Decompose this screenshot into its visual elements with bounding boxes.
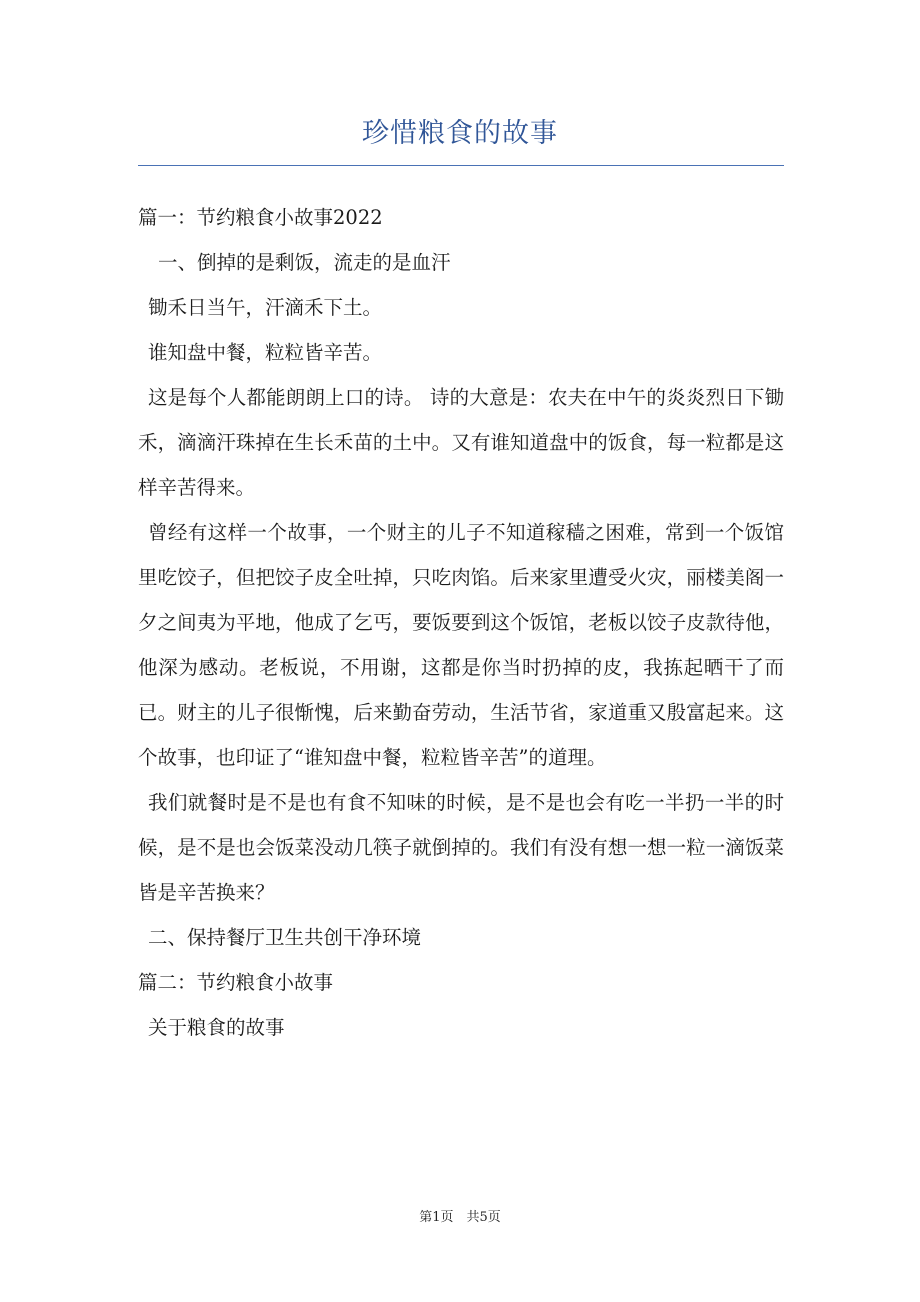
section-heading-part-two: 篇二：节约粮食小故事 — [138, 971, 334, 994]
document-body — [138, 195, 784, 1050]
subheading-two: 二、保持餐厅卫生共创干净环境 — [148, 926, 422, 949]
title-underline — [138, 165, 784, 166]
document-title: 珍惜粮食的故事 — [362, 118, 558, 149]
paragraph-reflection: 我们就餐时是不是也有食不知味的时候，是不是也会有吃一半扔一半的时候，是不是也会饭菜没动几筷子就倒掉的。我们有没有想一想一粒一滴饭菜皆是辛苦换来？ — [138, 791, 784, 904]
paragraph-poem-meaning: 这是每个人都能朗朗上口的诗。 诗的大意是：农夫在中午的炎炎烈日下锄禾，滴滴汗珠掉在生长禾苗的土中。又有谁知道盘中的饭食，每一粒都是这样辛苦得来。 — [138, 386, 784, 499]
section-heading-part-one: 篇一：节约粮食小故事2022 — [138, 206, 383, 229]
paragraph-about-grain: 关于粮食的故事 — [148, 1016, 285, 1039]
page-footer: 第1页 共5页 — [419, 1210, 501, 1225]
poem-line-2: 谁知盘中餐，粒粒皆辛苦。 — [148, 341, 383, 364]
paragraph-story: 曾经有这样一个故事，一个财主的儿子不知道稼穑之困难，常到一个饭馆里吃饺子，但把饺子皮全吐掉，只吃肉馅。后来家里遭受火灾，丽楼美阁一夕之间夷为平地，他成了乞丐，要饭要到这个饭馆，老板以饺子皮款待他，他深为感动。老板说，不用谢，这都是你当时扔掉的皮，我拣起晒干了而已。财主的儿子很惭愧，后来勤奋劳动，生活节省，家道重又殷富起来。这个故事，也印证了“谁知盘中餐，粒粒皆辛苦”的道理。 — [138, 521, 784, 769]
poem-line-1: 锄禾日当午，汗滴禾下土。 — [148, 296, 383, 319]
subheading-one: 一、倒掉的是剩饭，流走的是血汗 — [158, 251, 451, 274]
